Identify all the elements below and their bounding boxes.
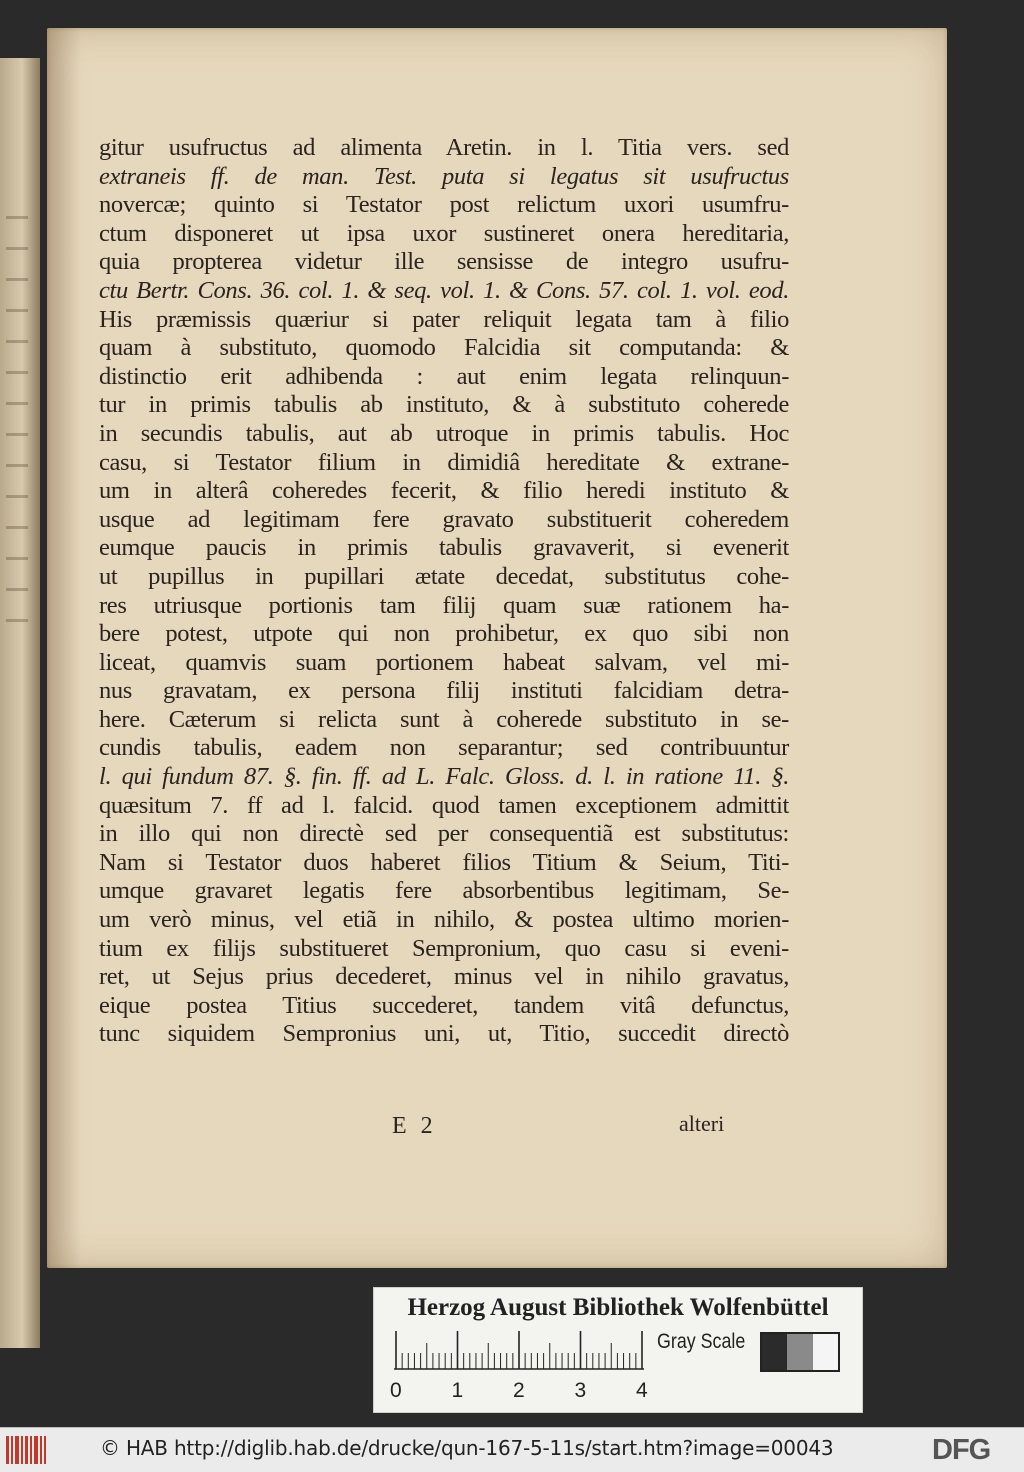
previous-page-marks: [6, 188, 28, 648]
text-line: in secundis tabulis, aut ab utroque in primis tabulis. Hoc: [99, 419, 789, 447]
text-line: casu, si Testator filium in dimidiâ hereditate & extrane-: [99, 448, 789, 476]
ruler-number: 0: [390, 1379, 402, 1402]
ruler-number: 1: [451, 1379, 464, 1402]
barcode-icon: [6, 1434, 46, 1466]
text-line: ctum disponeret ut ipsa uxor sustineret onera hereditaria,: [99, 219, 789, 247]
text-line: His præmissis quæriur si pater reliquit legata tam à filio: [99, 305, 789, 333]
footer-bar: [0, 1427, 1024, 1472]
text-line: ctu Bertr. Cons. 36. col. 1. & seq. vol. 1. & Cons. 57. col. 1. vol. eod.: [99, 276, 789, 304]
text-line: quæsitum 7. ff ad l. falcid. quod tamen exceptionem admittit: [99, 791, 789, 819]
text-line: um verò minus, vel etiã in nihilo, & postea ultimo morien-: [99, 906, 789, 934]
text-line: liceat, quamvis suam portionem habeat salvam, vel mi-: [99, 648, 789, 676]
page-gutter-shadow: [47, 28, 81, 1268]
text-line: quia propterea videtur ille sensisse de integro usufru-: [99, 248, 789, 276]
grayscale-patch: [762, 1334, 787, 1370]
text-line: extraneis ff. de man. Test. puta si legatus sit usufructus: [99, 162, 789, 190]
text-line: eumque paucis in primis tabulis gravaverit, si evenerit: [99, 534, 789, 562]
text-line: distinctio erit adhibenda : aut enim legata relinquun-: [99, 362, 789, 390]
library-color-card: [373, 1287, 863, 1413]
signature-mark: E 2: [392, 1113, 437, 1139]
dfg-logo: DFG: [932, 1434, 991, 1466]
text-line: ut pupillus in pupillari ætate decedat, substitutus cohe-: [99, 562, 789, 590]
grayscale-patch: [787, 1334, 812, 1370]
text-line: here. Cæterum si relicta sunt à coherede substituto in se-: [99, 705, 789, 733]
text-line: quam à substituto, quomodo Falcidia sit computanda: &: [99, 334, 789, 362]
ruler-number: 3: [574, 1379, 587, 1402]
ruler-number: 4: [636, 1379, 648, 1402]
text-line: gitur usufructus ad alimenta Aretin. in l. Titia vers. sed: [99, 134, 789, 161]
copyright-url-text[interactable]: © HAB http://diglib.hab.de/drucke/qun-167-5-11s/start.htm?image=00043: [100, 1436, 834, 1460]
text-line: tium ex filijs substitueret Sempronium, quo casu si eveni-: [99, 934, 789, 962]
text-line: bere potest, utpote qui non prohibetur, ex quo sibi non: [99, 620, 789, 648]
ruler-scale: [394, 1330, 644, 1370]
text-line: cundis tabulis, eadem non separantur; sed contribuuntur: [99, 734, 789, 762]
grayscale-patch: [813, 1334, 838, 1370]
text-line: ret, ut Sejus prius decederet, minus vel in nihilo gravatus,: [99, 963, 789, 991]
text-line: umque gravaret legatis fere absorbentibus legitimam, Se-: [99, 877, 789, 905]
text-line: in illo qui non directè sed per consequentiã est substitutus:: [99, 820, 789, 848]
text-line: res utriusque portionis tam filij quam suæ rationem ha-: [99, 591, 789, 619]
grayscale-swatch: [760, 1332, 840, 1372]
text-line: novercæ; quinto si Testator post relictum uxori usumfru-: [99, 191, 789, 219]
text-line: nus gravatam, ex persona filij instituti falcidiam detra-: [99, 677, 789, 705]
book-page: [47, 28, 947, 1268]
ruler-ticks: [396, 1331, 642, 1369]
text-line: l. qui fundum 87. §. fin. ff. ad L. Falc. Gloss. d. l. in ratione 11. §.: [99, 763, 789, 791]
text-line: usque ad legitimam fere gravato substituerit coheredem: [99, 505, 789, 533]
text-line: um in alterâ coheredes fecerit, & filio heredi instituto &: [99, 477, 789, 505]
text-line: tur in primis tabulis ab instituto, & à substituto coherede: [99, 391, 789, 419]
ruler-number: 2: [513, 1379, 525, 1402]
catchword: alteri: [679, 1111, 725, 1136]
text-line: eique postea Titius succederet, tandem vitâ defunctus,: [99, 991, 789, 1019]
text-line: Nam si Testator duos haberet filios Titium & Seium, Titi-: [99, 848, 789, 876]
previous-page-edge: [0, 58, 40, 1348]
library-name: Herzog August Bibliothek Wolfenbüttel: [407, 1294, 829, 1321]
text-line: tunc siquidem Sempronius uni, ut, Titio, succedit directò: [99, 1020, 789, 1048]
grayscale-label: Gray Scale: [657, 1330, 746, 1353]
page-text-block: [99, 134, 789, 1049]
